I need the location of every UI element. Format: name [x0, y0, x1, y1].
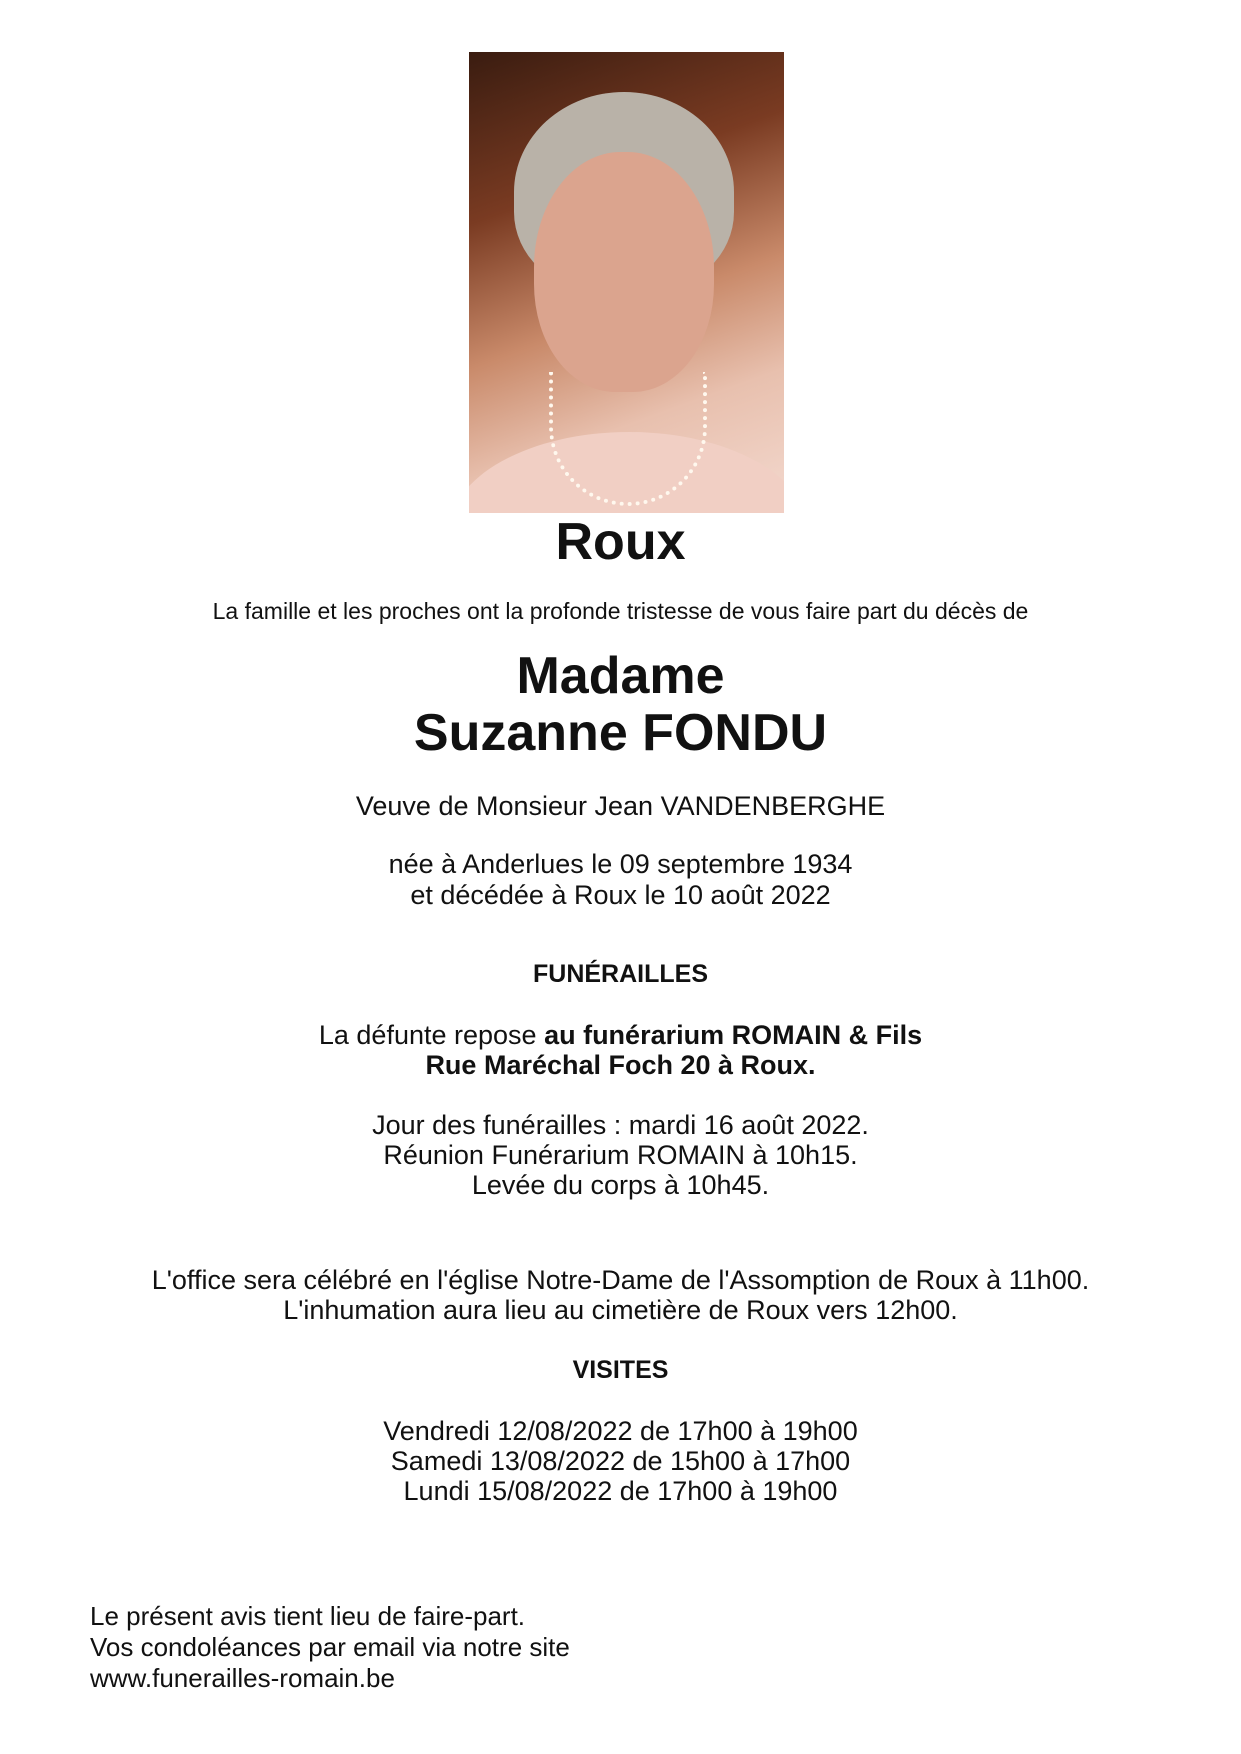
spouse-text: Veuve de Monsieur Jean VANDENBERGHE	[355, 791, 886, 821]
visit-item: Samedi 13/08/2022 de 15h00 à 17h00	[390, 1446, 851, 1476]
funeral-meeting: Réunion Funérarium ROMAIN à 10h15.	[383, 1140, 858, 1170]
intro-text: La famille et les proches ont la profonde tristesse de vous faire part du décès de	[212, 598, 1029, 624]
footer-line-condolences: Vos condoléances par email via notre site	[90, 1632, 570, 1662]
birth-text: née à Anderlues le 09 septembre 1934	[388, 849, 853, 879]
repose-address: Rue Maréchal Foch 20 à Roux.	[425, 1050, 816, 1080]
surname-heading: Roux	[555, 513, 686, 571]
visits-heading: VISITES	[572, 1356, 669, 1384]
funerals-heading: FUNÉRAILLES	[533, 960, 708, 988]
footer-notice	[90, 1601, 570, 1694]
funeral-departure: Levée du corps à 10h45.	[471, 1170, 770, 1200]
funeral-day: Jour des funérailles : mardi 16 août 2022.	[372, 1110, 869, 1140]
portrait-photo	[469, 52, 784, 513]
burial-info: L'inhumation aura lieu au cimetière de Roux vers 12h00.	[283, 1295, 958, 1325]
repose-line	[0, 1020, 1241, 1051]
visit-item: Vendredi 12/08/2022 de 17h00 à 19h00	[383, 1416, 858, 1446]
footer-website-link[interactable]: www.funerailles-romain.be	[90, 1663, 395, 1693]
church-service: L'office sera célébré en l'église Notre-Dame de l'Assomption de Roux à 11h00.	[151, 1265, 1090, 1295]
deceased-name: Suzanne FONDU	[413, 704, 828, 762]
footer-line-notice: Le présent avis tient lieu de faire-part.	[90, 1601, 526, 1631]
deceased-title: Madame	[516, 647, 725, 705]
visit-item: Lundi 15/08/2022 de 17h00 à 19h00	[403, 1476, 838, 1506]
photo-face	[534, 152, 714, 392]
repose-prefix: La défunte repose	[318, 1020, 545, 1050]
repose-place: au funérarium ROMAIN & Fils	[544, 1020, 923, 1050]
death-text: et décédée à Roux le 10 août 2022	[410, 880, 831, 910]
